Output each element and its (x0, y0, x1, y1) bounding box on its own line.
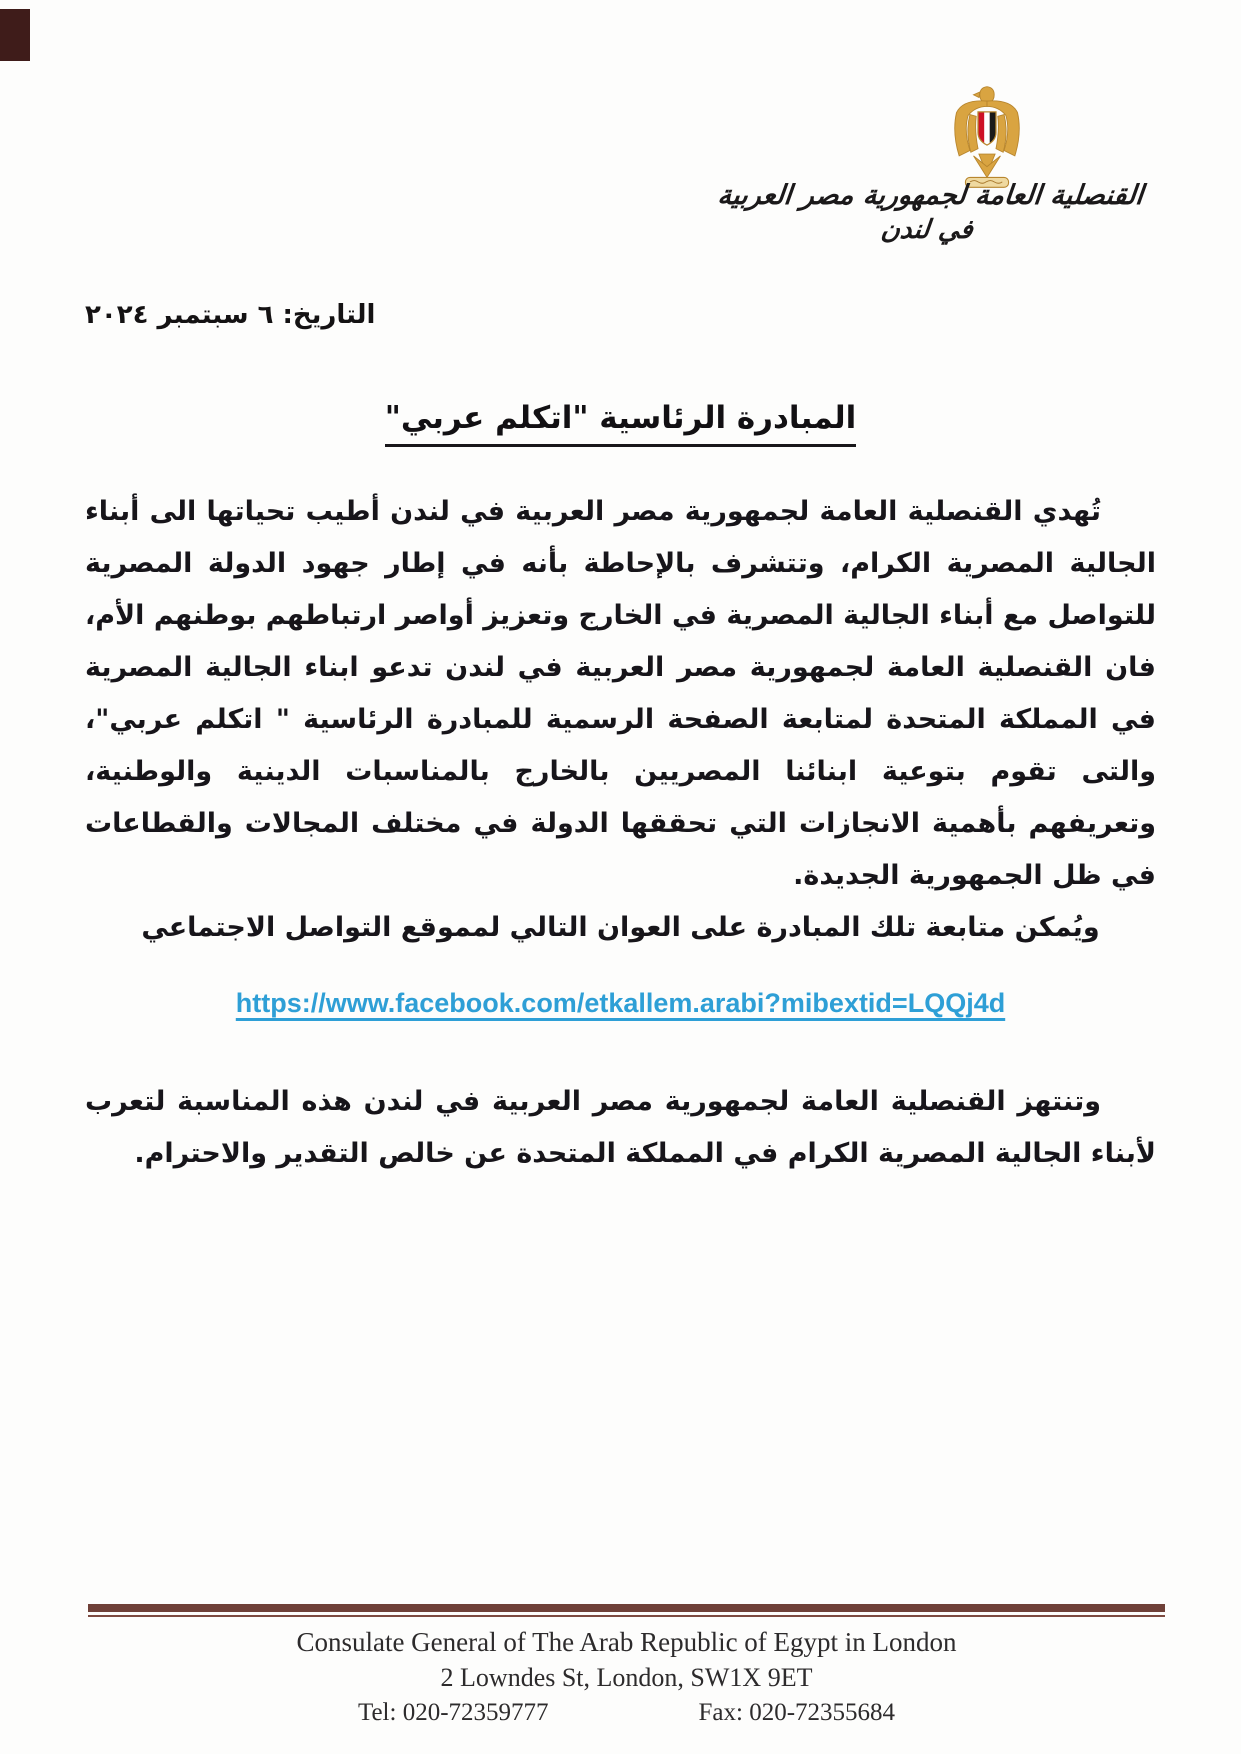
footer-consulate-name: Consulate General of The Arab Republic of Egypt in London (296, 1627, 957, 1657)
org-location-line: في لندن (879, 215, 974, 245)
flag-shield-icon (978, 112, 996, 148)
link-row (0, 988, 1241, 1019)
footer (88, 1604, 1165, 1727)
footer-telfax-row (88, 1699, 1165, 1727)
document-title: المبادرة الرئاسية "اتكلم عربي" (385, 400, 857, 447)
title-row (0, 400, 1241, 436)
footer-rule-thick (88, 1604, 1165, 1612)
footer-fax: Fax: 020-72355684 (698, 1699, 896, 1726)
footer-address: 2 Lowndes St, London, SW1X 9ET (440, 1663, 813, 1692)
scan-artifact (0, 9, 30, 61)
footer-tel: Tel: 020-72359777 (357, 1699, 549, 1726)
closing-paragraph: وتنتهز القنصلية العامة لجمهورية مصر العربية في لندن هذه المناسبة لتعرب لأبناء الجالية المصرية الكرام في المملكة المتحدة عن خالص التقدير والاحترام. (85, 1086, 1156, 1169)
facebook-link[interactable]: https://www.facebook.com/etkallem.arabi?mibextid=LQQj4d (235, 988, 1006, 1018)
footer-rule-thin (88, 1615, 1165, 1617)
org-name-line: القنصلية العامة لجمهورية مصر العربية (715, 180, 1145, 211)
body-paragraph-1: تُهدي القنصلية العامة لجمهورية مصر العربية في لندن أطيب تحياتها الى أبناء الجالية المصرية الكرام، وتتشرف بالإحاطة بأنه في إطار جهود الدولة المصرية للتواصل مع أبناء الجالية المصرية في الخارج وتعزيز أواصر ارتباطهم بوطنهم الأم، فان القنصلية العامة لجمهورية مصر العربية في لندن تدعو ابناء الجالية المصرية في المملكة المتحدة لمتابعة الصفحة الرسمية للمبادرة الرئاسية " اتكلم عربي"، والتى تقوم بتوعية ابنائنا المصريين بالخارج بالمناسبات الدينية والوطنية، وتعريفهم بأهمية الانجازات التي تحققها الدولة في مختلف المجالات والقطاعات في ظل الجمهورية الجديدة. (85, 496, 1156, 891)
date-line: التاريخ: ٦ سبتمبر ٢٠٢٤ (85, 300, 376, 330)
letterhead-org-block (712, 180, 1144, 245)
egypt-eagle-emblem-icon (946, 84, 1028, 190)
follow-note-line: ويُمكن متابعة تلك المبادرة على العوان التالي لمموقع التواصل الاجتماعي (141, 912, 1100, 943)
